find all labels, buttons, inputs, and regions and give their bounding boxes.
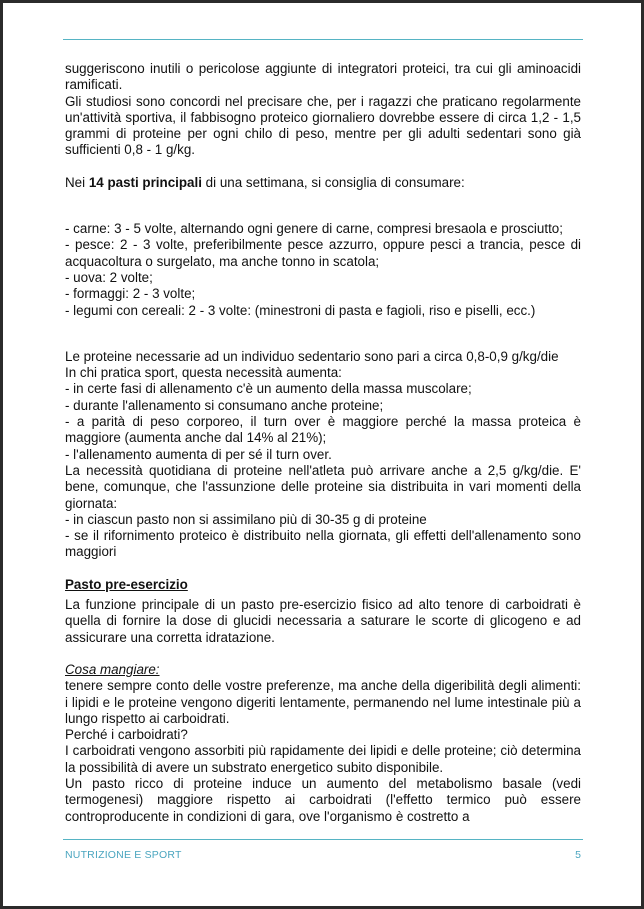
header-rule xyxy=(63,39,583,40)
paragraph: Nei 14 pasti principali di una settimana, si consiglia di consumare: xyxy=(65,174,465,190)
list-item: - uova: 2 volte; xyxy=(65,269,153,285)
bold-text: 14 pasti principali xyxy=(88,174,202,190)
list-item: - pesce: 2 - 3 volte, preferibilmente pesce azzurro, oppure pesci a trancia, pesce di acquacoltura o surgelato, ma anche tonno in scatola; xyxy=(65,237,581,269)
footer-rule xyxy=(63,839,583,840)
paragraph: Le proteine necessarie ad un individuo sedentario sono pari a circa 0,8-0,9 g/kg/die xyxy=(65,348,559,364)
list-item: - formaggi: 2 - 3 volte; xyxy=(65,286,196,302)
paragraph: La necessità quotidiana di proteine nell'atleta può arrivare anche a 2,5 g/kg/die. E' bene, comunque, che l'assunzione delle proteine sia distribuita in vari momenti della giornata: xyxy=(65,462,581,511)
paragraph: I carboidrati vengono assorbiti più rapidamente dei lipidi e delle proteine; ciò determina la possibilità di avere un substrato energetico subito disponibile. xyxy=(65,743,581,775)
paragraph: Gli studiosi sono concordi nel precisare che, per i ragazzi che praticano regolarmente un'attività sportiva, il fabbisogno proteico giornaliero dovrebbe essere di circa 1,2 - 1,5 grammi di proteine per ogni chilo di peso, mentre per gli adulti sedentari sono già sufficienti 0,8 - 1 g/kg. xyxy=(65,93,581,158)
subheading: Cosa mangiare: xyxy=(65,661,160,677)
paragraph: In chi pratica sport, questa necessità aumenta: xyxy=(65,365,342,381)
list-item: - legumi con cereali: 2 - 3 volte: (minestroni di pasta e fagioli, riso e piselli, ecc.) xyxy=(65,302,536,318)
paragraph: La funzione principale di un pasto pre-esercizio fisico ad alto tenore di carboidrati è quella di fornire la dose di glucidi necessaria a saturare le scorte di glicogeno e ad assicurare una corretta idratazione. xyxy=(65,597,581,645)
page-number: 5 xyxy=(575,849,581,861)
paragraph: Perché i carboidrati? xyxy=(65,727,188,743)
page-body xyxy=(65,61,581,825)
list-item: - carne: 3 - 5 volte, alternando ogni genere di carne, compresi bresaola e prosciutto; xyxy=(65,221,563,237)
section-heading: Pasto pre-esercizio xyxy=(65,576,188,592)
paragraph: tenere sempre conto delle vostre preferenze, ma anche della digeribilità degli alimenti: i lipidi e le proteine vengono digeriti lentamente, permanendo nel lume intestinale più a lungo rispetto ai carboidrati. xyxy=(65,678,581,726)
footer-title: NUTRIZIONE E SPORT xyxy=(65,849,182,861)
list-item: - a parità di peso corporeo, il turn over è maggiore perché la massa proteica è maggiore (aumenta anche dal 14% al 21%); xyxy=(65,414,581,446)
list-item: - l'allenamento aumenta di per sé il turn over. xyxy=(65,446,332,462)
list-item: - in certe fasi di allenamento c'è un aumento della massa muscolare; xyxy=(65,381,472,397)
paragraph: suggeriscono inutili o pericolose aggiunte di integratori proteici, tra cui gli aminoacidi ramificati. xyxy=(65,61,581,93)
list-item: - in ciascun pasto non si assimilano più di 30-35 g di proteine xyxy=(65,511,427,527)
paragraph: Un pasto ricco di proteine induce un aumento del metabolismo basale (vedi termogenesi) maggiore rispetto ai carboidrati (l'effetto termico può essere controproducente in condizioni di gara, ove l'organismo è costretto a xyxy=(65,775,581,824)
list-item: - durante l'allenamento si consumano anche proteine; xyxy=(65,397,384,413)
list-item: - se il rifornimento proteico è distribuito nella giornata, gli effetti dell'allenamento sono maggiori xyxy=(65,528,581,560)
